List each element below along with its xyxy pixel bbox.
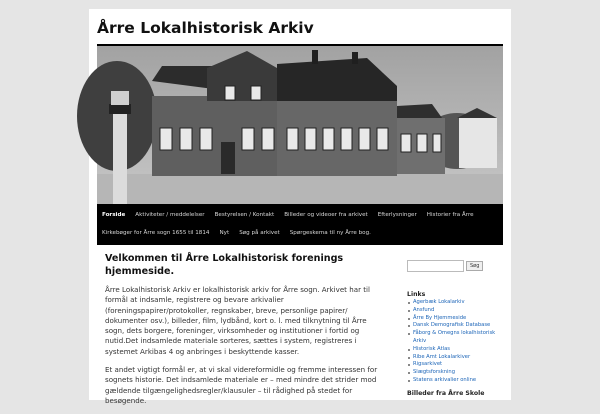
- search-input[interactable]: [407, 260, 464, 272]
- site-title[interactable]: Årre Lokalhistorisk Arkiv: [97, 19, 314, 37]
- sidebar-link-demografisk[interactable]: Dansk Demografisk Database: [407, 322, 503, 330]
- sidebar-link-faborg[interactable]: Fåborg & Omegns lokalhistorisk Arkiv: [407, 330, 503, 346]
- nav-item-efterlysninger[interactable]: Efterlysninger: [377, 212, 417, 218]
- nav-item-bestyrelsen[interactable]: Bestyrelsen / Kontakt: [214, 212, 275, 218]
- nav-row-secondary: [97, 226, 376, 240]
- nav-item-historier[interactable]: Historier fra Årre: [426, 212, 474, 218]
- sidebar-link-agerbaek[interactable]: Agerbæk Lokalarkiv: [407, 299, 503, 307]
- sidebar-link-ribe-amt[interactable]: Ribe Amt Lokalarkiver: [407, 354, 503, 362]
- nav-item-nyt[interactable]: Nyt: [219, 230, 230, 236]
- nav-item-kirkeboger[interactable]: Kirkebøger for Årre sogn 1655 til 1814: [102, 230, 210, 236]
- main-content: [105, 253, 387, 414]
- nav-item-sog-arkivet[interactable]: Søg på arkivet: [239, 230, 280, 236]
- school-building-photo: [97, 46, 503, 204]
- sidebar-link-rigsarkivet[interactable]: Rigsarkivet: [407, 361, 503, 369]
- sidebar-link-slaegtsforskning[interactable]: Slægtsforskning: [407, 369, 503, 377]
- pictures-widget-title: Billeder fra Årre Skole: [407, 389, 485, 397]
- sidebar: [407, 255, 503, 398]
- sidebar-link-statens-arkivalier[interactable]: Statens arkivalier online: [407, 377, 503, 385]
- sidebar-link-historisk-atlas[interactable]: Historisk Atlas: [407, 346, 503, 354]
- sidebar-link-ansfund[interactable]: Ansfund: [407, 307, 503, 315]
- nav-item-aktiviteter[interactable]: Aktiviteter / meddelelser: [135, 212, 205, 218]
- header-image: [97, 46, 503, 204]
- search-button[interactable]: Søg: [466, 261, 483, 271]
- nav-item-forside[interactable]: Forside: [102, 212, 126, 218]
- entry-paragraph: Et andet vigtigt formål er, at vi skal videreformidle og fremme interessen for sognets historie. Det indsamlede materiale er – med mindre det strider mod gældende tilgængelighedsregler/klausuler – til rådighed på stedet for besøgende.: [105, 365, 378, 405]
- nav-row-primary: [97, 208, 479, 222]
- sidebar-link-arre-by[interactable]: Årre By Hjemmeside: [407, 315, 503, 323]
- nav-item-sporgeskema[interactable]: Spørgeskema til ny Årre bog.: [289, 230, 371, 236]
- entry-title: Velkommen til Årre Lokalhistorisk forenings hjemmeside.: [105, 253, 344, 277]
- page: [89, 9, 511, 405]
- search-form: [407, 255, 503, 274]
- main-navigation: [97, 204, 503, 245]
- entry-body: [105, 285, 387, 406]
- links-widget-title: Links: [407, 291, 426, 298]
- nav-item-billeder[interactable]: Billeder og videoer fra arkivet: [284, 212, 368, 218]
- links-list: [407, 299, 503, 385]
- entry-paragraph: Årre Lokalhistorisk Arkiv er lokalhistorisk arkiv for Årre sogn. Arkivet har til formål at indsamle, registrere og bevare arkivalier (foreningspapirer/protokoller, regnskaber, breve, personlige papirer/ dokumenter osv.), billeder, film, lydbånd, kort o. l. med tilknytning til Årre sogn, dets borgere, foreninger, virksomheder og institutioner i fortid og nutid.Det indsamlede materiale sorteres, sættes i system, registreres i systemet Arkibas 4 og anbringes i beskyttende kasser.: [105, 285, 370, 356]
